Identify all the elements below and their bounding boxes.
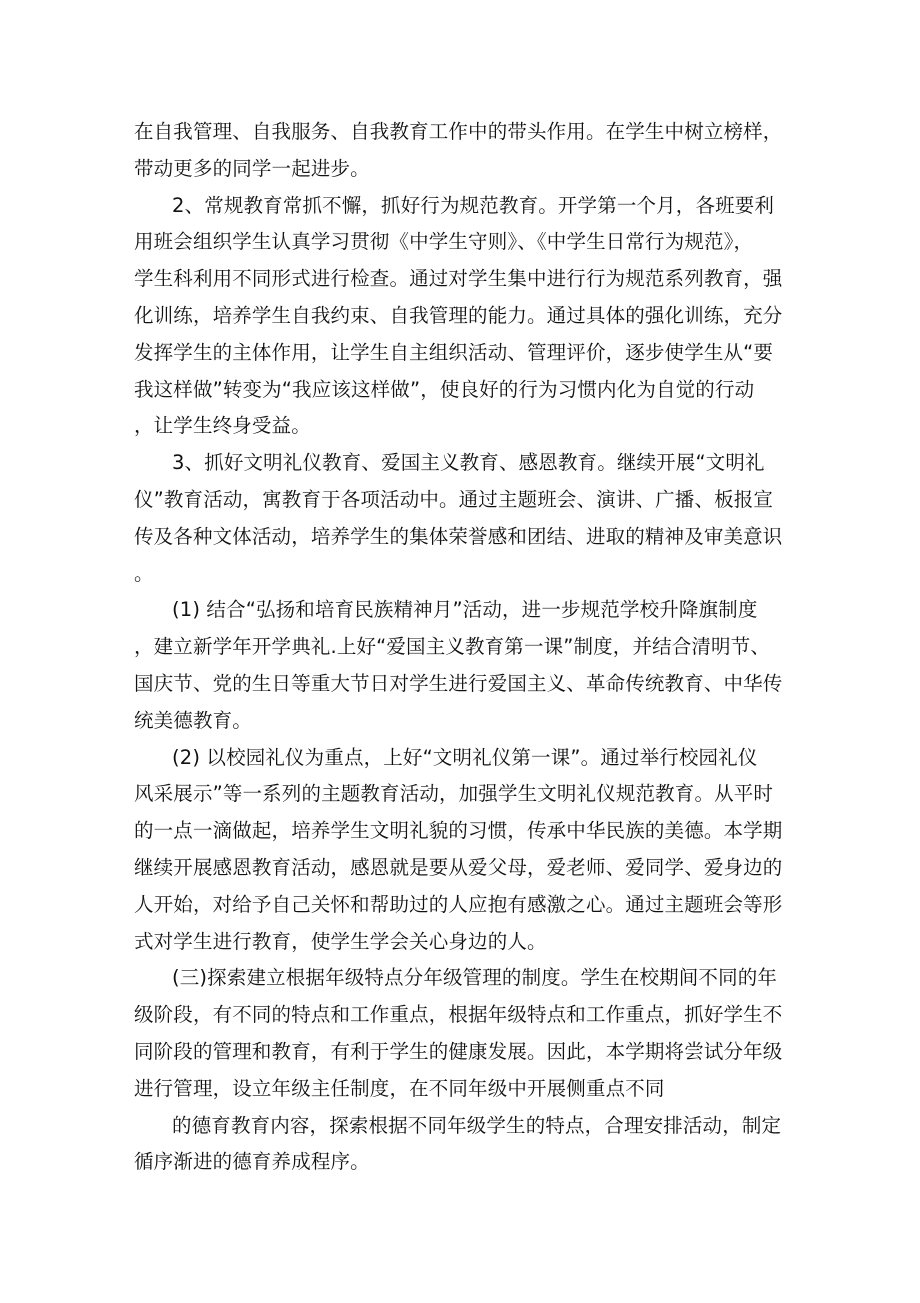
text-line: 进行管理，设立年级主任制度，在不同年级中开展侧重点不同: [134, 1076, 665, 1100]
text-line: 带动更多的同学一起进步。: [134, 156, 370, 180]
text-line: 学生科利用不同形式进行检查。通过对学生集中进行行为规范系列教育，强: [134, 267, 783, 291]
text-line: 3、抓好文明礼仪教育、爱国主义教育、感恩教育。继续开展“文明礼: [172, 451, 765, 475]
text-line: 统美德教育。: [134, 708, 252, 732]
text-line: 继续开展感恩教育活动，感恩就是要从爱父母，爱老师、爱同学、爱身边的: [134, 855, 783, 879]
text-line: ，建立新学年开学典礼.上好“爱国主义教育第一课”制度，并结合清明节、: [134, 635, 771, 659]
text-line: 2、常规教育常抓不懈，抓好行为规范教育。开学第一个月，各班要利: [172, 193, 775, 217]
text-line: (2) 以校园礼仪为重点，上好“文明礼仪第一课”。通过举行校园礼仪: [172, 745, 758, 769]
text-line: 人开始，对给予自己关怀和帮助过的人应抱有感激之心。通过主题班会等形: [134, 892, 783, 916]
text-line: 用班会组织学生认真学习贯彻《中学生守则》、《中学生日常行为规范》，: [134, 230, 754, 254]
text-line: (1) 结合“弘扬和培育民族精神月”活动，进一步规范学校升降旗制度: [172, 598, 758, 622]
text-line: 传及各种文体活动，培养学生的集体荣誉感和团结、进取的精神及审美意识: [134, 524, 783, 548]
text-line: 级阶段，有不同的特点和工作重点，根据年级特点和工作重点，抓好学生不: [134, 1003, 783, 1027]
text-line: 仪”教育活动，寓教育于各项活动中。通过主题班会、演讲、广播、板报宣: [134, 487, 774, 511]
text-line: 式对学生进行教育，使学生学会关心身边的人。: [134, 929, 547, 953]
text-line: 的一点一滴做起，培养学生文明礼貌的习惯，传承中华民族的美德。本学期: [134, 819, 783, 843]
text-line: 循序渐进的德育养成程序。: [134, 1150, 370, 1174]
text-line: 在自我管理、自我服务、自我教育工作中的带头作用。在学生中树立榜样，: [134, 120, 783, 143]
text-line: 。: [134, 561, 154, 585]
text-line: 的德育教育内容，探索根据不同年级学生的特点，合理安排活动，制定: [172, 1113, 782, 1137]
text-line: 发挥学生的主体作用，让学生自主组织活动、管理评价，逐步使学生从“要: [134, 340, 774, 364]
text-line: ，让学生终身受益。: [134, 414, 311, 438]
text-line: 化训练，培养学生自我约束、自我管理的能力。通过具体的强化训练，充分: [134, 303, 783, 327]
text-line: (三)探索建立根据年级特点分年级管理的制度。学生在校期间不同的年: [172, 966, 778, 990]
text-line: 同阶段的管理和教育，有利于学生的健康发展。因此，本学期将尝试分年级: [134, 1039, 783, 1063]
text-line: 风采展示”等一系列的主题教育活动，加强学生文明礼仪规范教育。从平时: [134, 782, 774, 806]
text-line: 国庆节、党的生日等重大节日对学生进行爱国主义、革命传统教育、中华传: [134, 671, 783, 695]
document-body: [134, 114, 784, 1181]
text-line: 我这样做”转变为“我应该这样做”，使良好的行为习惯内化为自觉的行动: [134, 377, 755, 401]
